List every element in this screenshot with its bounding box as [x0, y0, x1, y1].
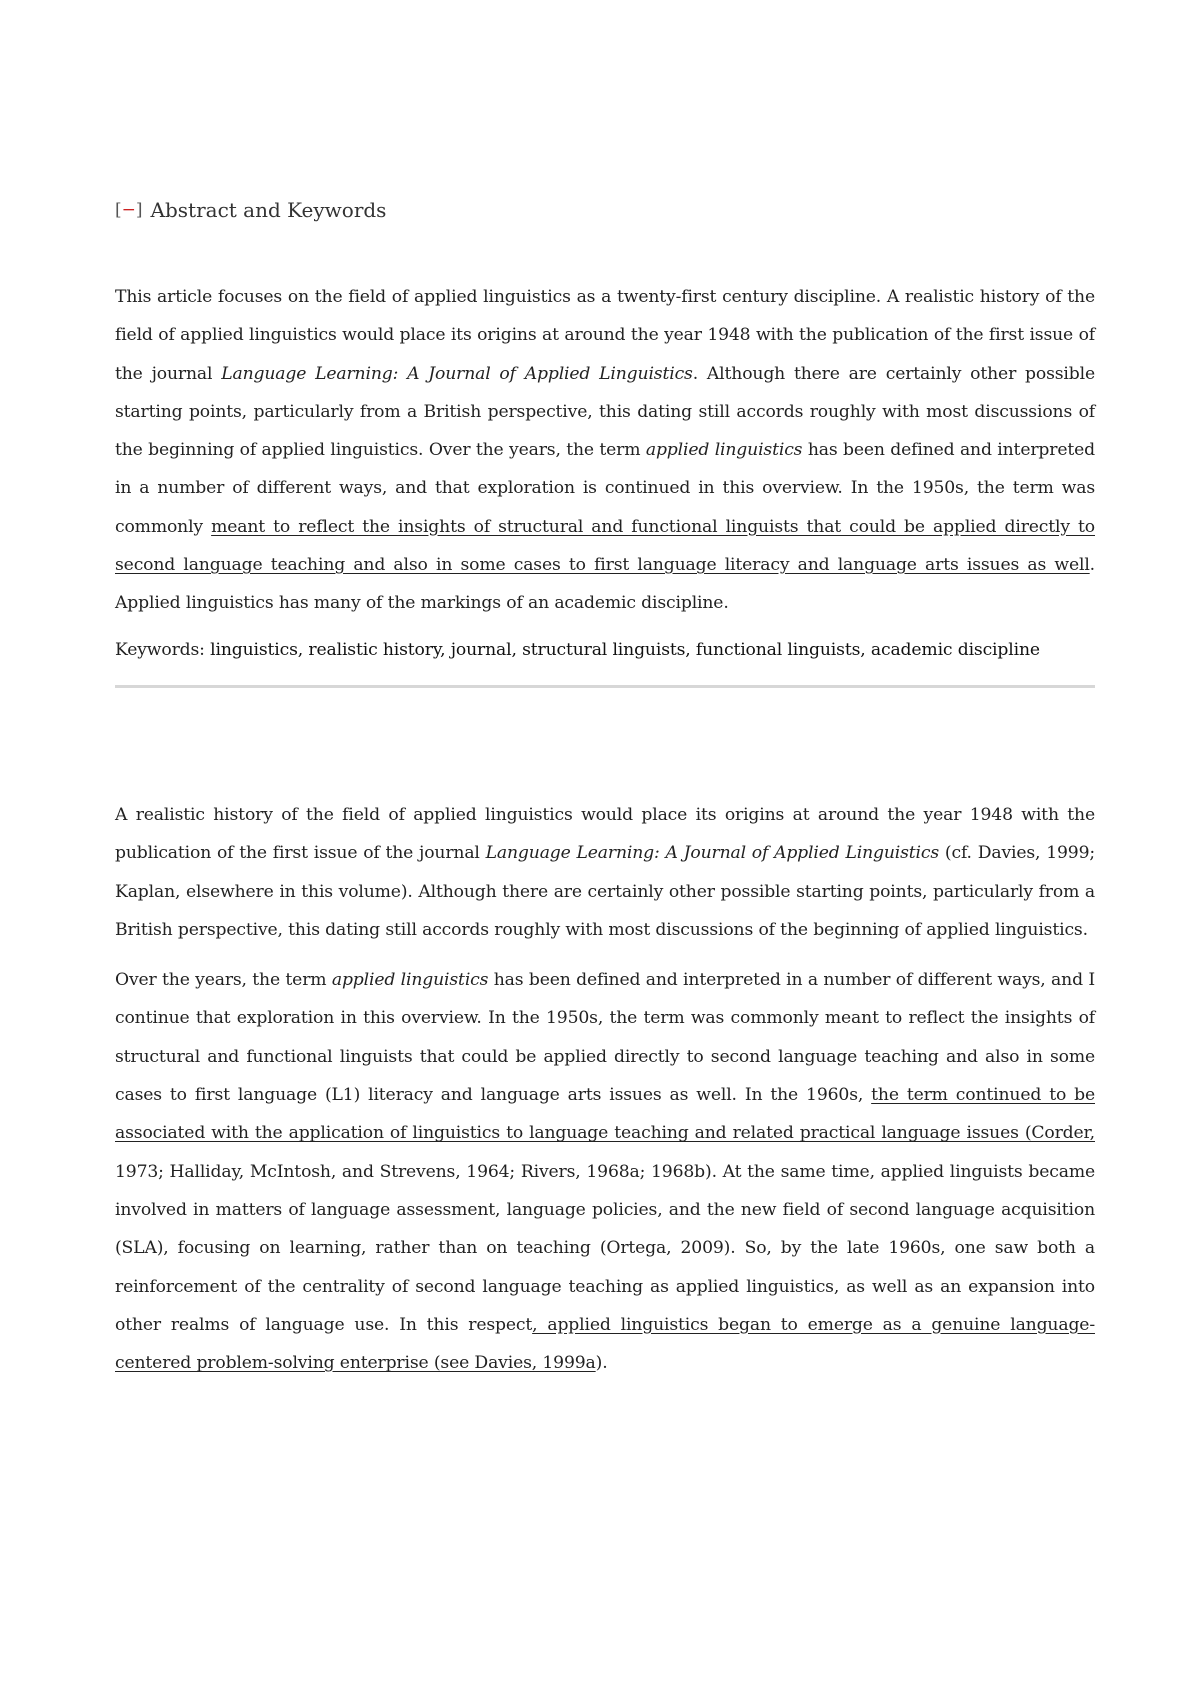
- term-italic: applied linguistics: [331, 970, 489, 991]
- collapse-toggle-icon[interactable]: [−]: [115, 200, 143, 220]
- underlined-highlight: , applied linguistics began to emerge as a genuine language-centered problem-solving enterprise (see Davies, 1999a: [115, 1314, 1095, 1374]
- body-paragraph-1: A realistic history of the field of applied linguistics would place its origins at around the year 1948 with the publication of the first issue of the journal Language Learning: A Journal of Applied Linguistics (cf. Davies, 1999; Kaplan, elsewhere in this volume). Although there are certainly other possible starting points, particularly from a British perspective, this dating still accords roughly with most discussions of the beginning of applied linguistics.: [115, 804, 1096, 940]
- term-italic: applied linguistics: [645, 440, 803, 461]
- section-divider: [115, 685, 1095, 688]
- abstract-section-header: [115, 190, 1095, 230]
- underlined-highlight: the term continued to be associated with the application of linguistics to language teaching and related practical language issues (Corder,: [115, 1085, 1095, 1144]
- section-title: Abstract and Keywords: [150, 198, 387, 222]
- journal-title: Language Learning: A Journal of Applied Linguistics: [221, 363, 693, 384]
- journal-title: Language Learning: A Journal of Applied Linguistics: [485, 843, 940, 864]
- keywords-list: linguistics, realistic history, journal, structural linguists, functional linguists, academic discipline: [210, 639, 1040, 660]
- keywords-label: Keywords:: [115, 639, 205, 660]
- body-paragraph-2: Over the years, the term applied linguistics has been defined and interpreted in a number of different ways, and I continue that exploration in this overview. In the 1950s, the term was commonly meant to reflect the insights of structural and functional linguists that could be applied directly to second language teaching and also in some cases to first language (L1) literacy and language arts issues as well. In the 1960s, the term continued to be associated with the application of linguistics to language teaching and related practical language issues (Corder, 1973; Halliday, McIntosh, and Strevens, 1964; Rivers, 1968a; 1968b). At the same time, applied linguists became involved in matters of language assessment, language policies, and the new field of second language acquisition (SLA), focusing on learning, rather than on teaching (Ortega, 2009). So, by the late 1960s, one saw both a reinforcement of the centrality of second language teaching as applied linguistics, as well as an expansion into other realms of language use. In this respect, applied linguistics began to emerge as a genuine language-centered problem-solving enterprise (see Davies, 1999a).: [115, 970, 1095, 1374]
- underlined-highlight: meant to reflect the insights of structural and functional linguists that could be applied directly to second language teaching and also in some cases to first language literacy and language arts issues as well: [115, 516, 1095, 576]
- abstract-paragraph: This article focuses on the field of applied linguistics as a twenty-first century discipline. A realistic history of the field of applied linguistics would place its origins at around the year 1948 with the publication of the first issue of the journal Language Learning: A Journal of Applied Linguistics. Although there are certainly other possible starting points, particularly from a British perspective, this dating still accords roughly with most discussions of the beginning of applied linguistics. Over the years, the term applied linguistics has been defined and interpreted in a number of different ways, and that exploration is continued in this overview. In the 1950s, the term was commonly meant to reflect the insights of structural and functional linguists that could be applied directly to second language teaching and also in some cases to first language literacy and language arts issues as well. Applied linguistics has many of the markings of an academic discipline.: [115, 287, 1095, 614]
- document-page: [115, 190, 1095, 1394]
- keywords-line: [115, 631, 1095, 669]
